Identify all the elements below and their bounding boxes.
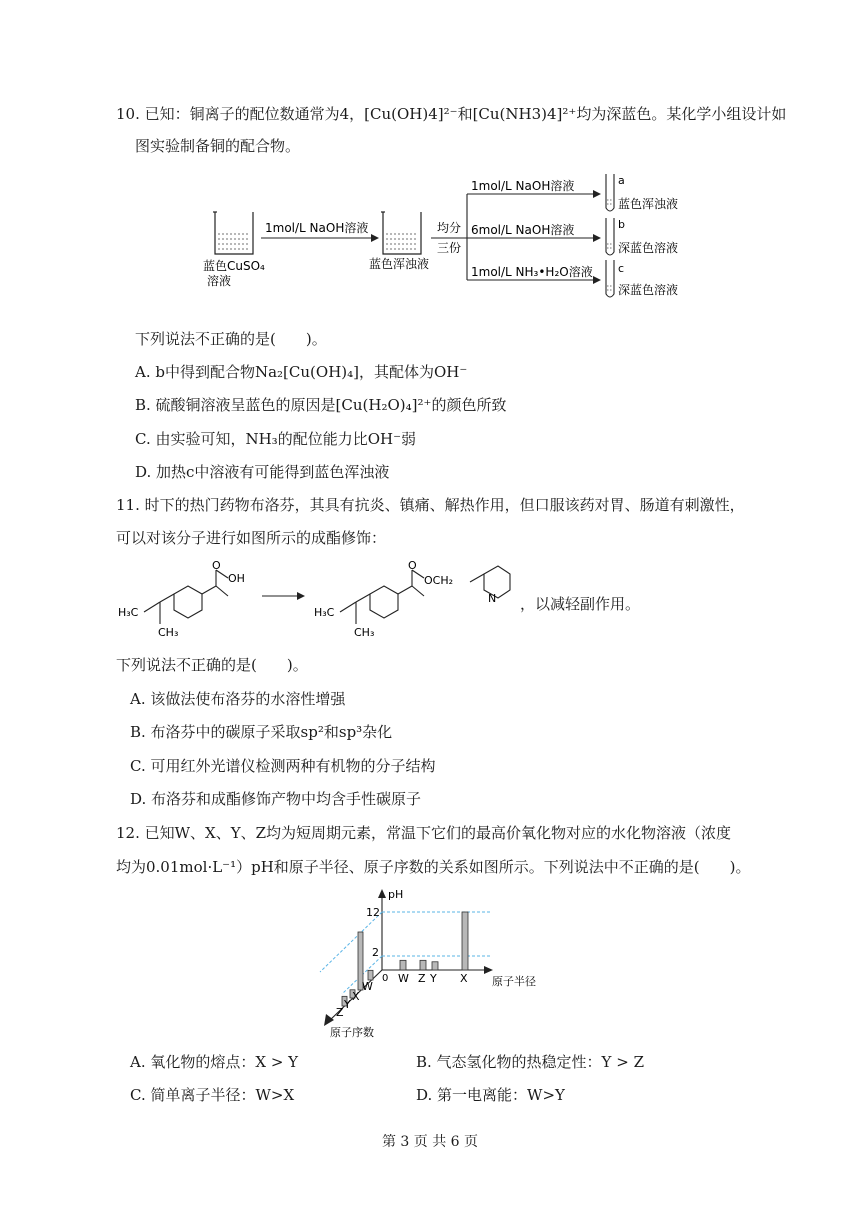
depth-labels bbox=[336, 980, 373, 1019]
q11-prompt: 下列说法不正确的是( )。 bbox=[116, 656, 308, 674]
tube-b-label: b bbox=[618, 218, 625, 231]
ch3-label-1: CH₃ bbox=[158, 626, 179, 639]
z-axis-title: 原子序数 bbox=[330, 1026, 374, 1039]
oh-label: OH bbox=[228, 572, 245, 585]
branch-c-reagent: 1mol/L NH₃•H₂O溶液 bbox=[471, 265, 593, 279]
q11-stem-line2: 可以对该分子进行如图所示的成酯修饰： bbox=[116, 529, 387, 547]
split-label-1: 均分 bbox=[437, 221, 462, 235]
branch-b-reagent: 6mol/L NaOH溶液 bbox=[471, 223, 575, 237]
result-b: 深蓝色溶液 bbox=[618, 241, 679, 255]
arrow-1-label: 1mol/L NaOH溶液 bbox=[265, 221, 369, 235]
bar-radius-y bbox=[432, 962, 438, 970]
q10-option-d[interactable]: D. 加热c中溶液有可能得到蓝色浑浊液 bbox=[135, 463, 390, 481]
test-tube-b bbox=[606, 218, 614, 255]
o-label-1: O bbox=[212, 560, 221, 572]
depth-label-x: X bbox=[352, 990, 360, 1003]
q12-option-a[interactable]: A. 氧化物的熔点：X > Y bbox=[130, 1053, 299, 1071]
depth-label-w: W bbox=[362, 980, 373, 993]
radius-label-w: W bbox=[398, 972, 409, 985]
q12-ph-chart bbox=[312, 886, 552, 1042]
q10-option-c[interactable]: C. 由实验可知，NH₃的配位能力比OH⁻弱 bbox=[135, 430, 416, 448]
och2-label: OCH₂ bbox=[424, 574, 454, 587]
q11-tail: ，以减轻副作用。 bbox=[520, 595, 641, 613]
branch-a-reagent: 1mol/L NaOH溶液 bbox=[471, 179, 575, 193]
depth-label-y: Y bbox=[344, 998, 351, 1011]
q11-option-b[interactable]: B. 布洛芬中的碳原子采取sp²和sp³杂化 bbox=[130, 723, 393, 741]
o-label-2: O bbox=[408, 560, 417, 572]
q12-option-c[interactable]: C. 简单离子半径：W>X bbox=[130, 1086, 295, 1104]
q11-option-c[interactable]: C. 可用红外光谱仪检测两种有机物的分子结构 bbox=[130, 757, 436, 775]
tick-2: 2 bbox=[372, 946, 379, 959]
bar-radius-w bbox=[400, 960, 406, 970]
q11-option-a[interactable]: A. 该做法使布洛芬的水溶性增强 bbox=[130, 690, 346, 708]
q12-stem-line1: 12. 已知W、X、Y、Z均为短周期元素，常温下它们的最高价氧化物对应的水化物溶液（浓度 bbox=[116, 824, 732, 842]
n-label: N bbox=[488, 592, 497, 605]
x-axis-title: 原子半径 bbox=[492, 975, 536, 988]
beaker-1 bbox=[213, 212, 253, 254]
radius-bars bbox=[400, 912, 468, 970]
tube-c-label: c bbox=[618, 262, 625, 275]
page-footer: 第 3 页 共 6 页 bbox=[381, 1134, 479, 1150]
q12-stem-line2: 均为0.01mol·L⁻¹）pH和原子半径、原子序数的关系如图所示。下列说法中不正确的是( )。 bbox=[116, 858, 751, 876]
tick-12: 12 bbox=[366, 906, 380, 919]
ch3-label-2: CH₃ bbox=[354, 626, 375, 639]
q10-stem-line2: 图实验制备铜的配合物。 bbox=[135, 137, 301, 155]
h3c-label-2: H₃C bbox=[314, 606, 335, 619]
benzene-ring-2 bbox=[370, 586, 398, 618]
q10-stem-line1: 10. 已知：铜离子的配位数通常为4，[Cu(OH)4]²⁻和[Cu(NH3)4]²⁺均为深蓝色。某化学小组设计如 bbox=[116, 105, 787, 123]
radius-label-x: X bbox=[460, 972, 468, 985]
beaker1-label-2: 溶液 bbox=[207, 274, 232, 288]
beaker2-label: 蓝色浑浊液 bbox=[369, 257, 430, 271]
beaker-2 bbox=[381, 212, 421, 254]
q10-option-b[interactable]: B. 硫酸铜溶液呈蓝色的原因是[Cu(H₂O)₄]²⁺的颜色所致 bbox=[135, 396, 507, 414]
bar-depth-w bbox=[368, 970, 373, 980]
beaker1-label-1: 蓝色CuSO₄ bbox=[203, 259, 265, 273]
q11-option-d[interactable]: D. 布洛芬和成酯修饰产物中均含手性碳原子 bbox=[130, 790, 422, 808]
y-axis-title: pH bbox=[388, 888, 404, 901]
q10-option-a[interactable]: A. b中得到配合物Na₂[Cu(OH)₄]，其配体为OH⁻ bbox=[135, 363, 468, 381]
origin-label: 0 bbox=[382, 973, 389, 984]
q11-stem-line1: 11. 时下的热门药物布洛芬，其具有抗炎、镇痛、解热作用，但口服该药对胃、肠道有刺激性， bbox=[116, 496, 745, 514]
bar-radius-x bbox=[462, 912, 468, 970]
radius-labels bbox=[398, 972, 468, 985]
q12-option-b[interactable]: B. 气态氢化物的热稳定性：Y > Z bbox=[416, 1053, 644, 1071]
radius-label-z: Z bbox=[418, 972, 426, 985]
result-c: 深蓝色溶液 bbox=[618, 283, 679, 297]
q10-experiment-diagram bbox=[195, 168, 695, 318]
split-label-2: 三份 bbox=[437, 241, 462, 255]
depth-label-z: Z bbox=[336, 1006, 344, 1019]
q12-option-d[interactable]: D. 第一电离能：W>Y bbox=[416, 1086, 565, 1104]
q11-ester-modification-structures bbox=[112, 560, 532, 644]
test-tube-c bbox=[606, 260, 614, 297]
test-tube-a bbox=[606, 174, 614, 211]
benzene-ring-1 bbox=[174, 586, 202, 618]
tube-a-label: a bbox=[618, 174, 625, 187]
q10-prompt: 下列说法不正确的是( )。 bbox=[135, 330, 327, 348]
radius-label-y: Y bbox=[430, 972, 437, 985]
bar-radius-z bbox=[420, 960, 426, 970]
h3c-label-1: H₃C bbox=[118, 606, 139, 619]
result-a: 蓝色浑浊液 bbox=[618, 197, 679, 211]
